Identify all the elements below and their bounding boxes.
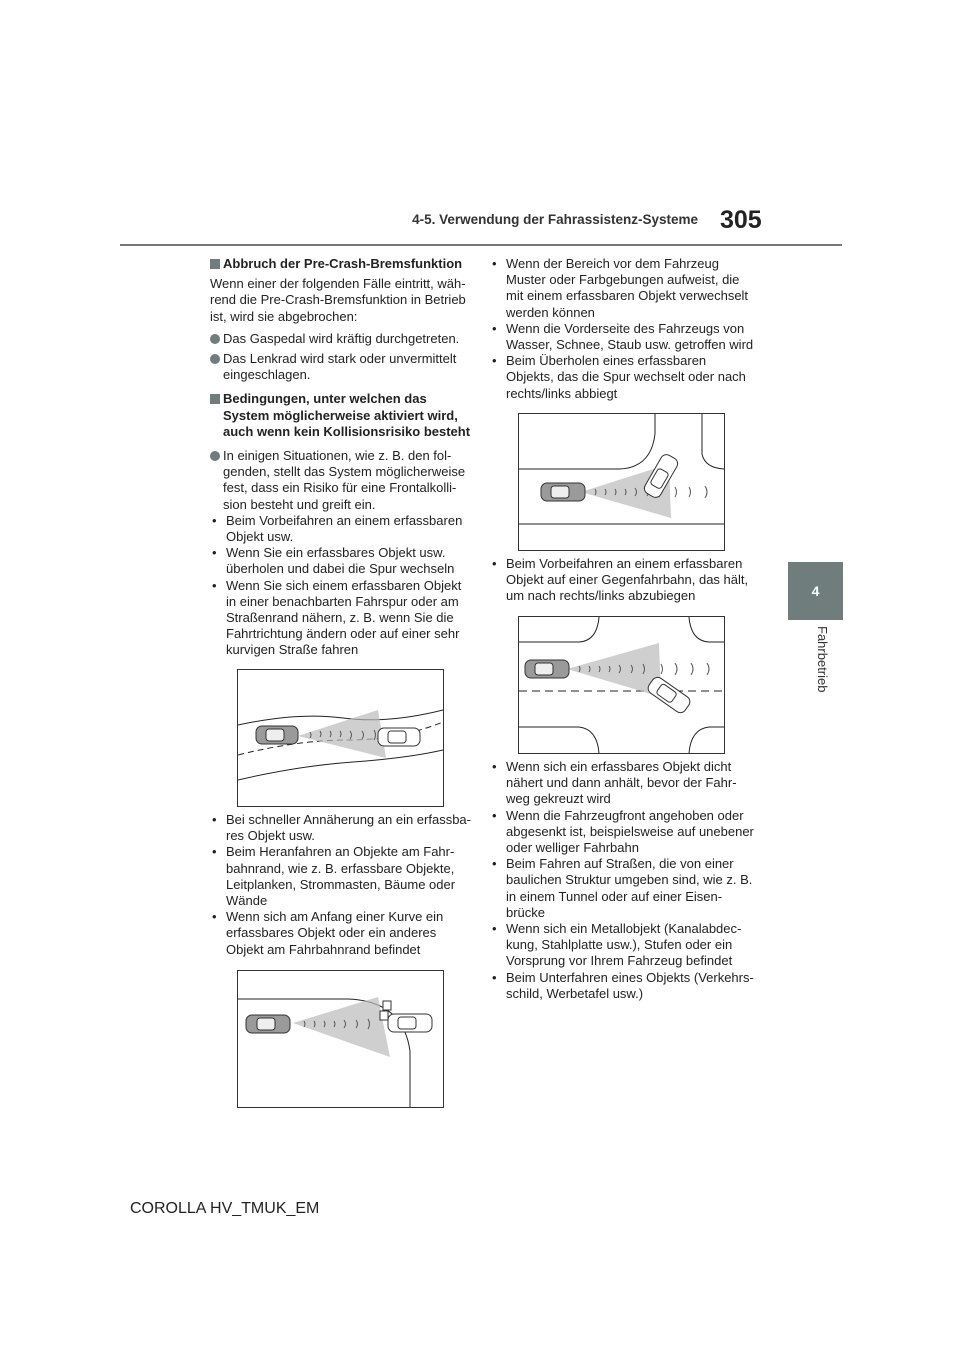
right-column — [490, 256, 755, 402]
figure-curve-start — [237, 970, 444, 1108]
figure-curved-road — [237, 669, 444, 807]
figure-turning-object — [518, 413, 725, 551]
bullet-list-left-1 — [210, 513, 472, 659]
condition-situationen: In einigen Situationen, wie z. B. den fol-genden, stellt das System möglicherweise fest, dass ein Risiko für eine Frontalkolli-sion besteht und greift ein. — [210, 448, 472, 513]
right-column-2 — [490, 556, 755, 605]
bullet-list-left-2 — [210, 812, 472, 958]
list-item: • Wenn die Vorderseite des Fahrzeugs von Wasser, Schnee, Staub usw. getroffen wird — [490, 321, 755, 353]
footer-model: COROLLA HV_TMUK_EM — [130, 1200, 320, 1217]
list-item: • Wenn der Bereich vor dem Fahrzeug Muster oder Farbgebungen aufweist, die mit einem erfassbaren Objekt verwechselt werden können — [490, 256, 755, 321]
page-number: 305 — [720, 206, 762, 234]
header-divider — [120, 244, 842, 246]
chapter-tab[interactable] — [788, 562, 843, 620]
list-item: • Wenn sich am Anfang einer Kurve ein erfassbares Objekt oder ein anderes Objekt am Fahrbahnrand befindet — [210, 909, 472, 958]
chapter-number: 4 — [811, 583, 820, 599]
list-item: • Wenn sich ein Metallobjekt (Kanalabdec-kung, Stahlplatte usw.), Stufen oder ein Vorsprung vor Ihrem Fahrzeug befindet — [490, 921, 755, 970]
paragraph-abbruch: Wenn einer der folgenden Fälle eintritt, wäh-rend die Pre-Crash-Bremsfunktion in Betrieb ist, wird sie abgebrochen: — [210, 276, 466, 324]
condition-lenkrad: Das Lenkrad wird stark oder unvermittelt eingeschlagen. — [210, 351, 472, 383]
list-item: • Beim Überholen eines erfassbaren Objekts, das die Spur wechselt oder nach rechts/links abbiegt — [490, 353, 755, 402]
left-column-2 — [210, 812, 472, 958]
list-item: • Beim Fahren auf Straßen, die von einer baulichen Struktur umgeben sind, wie z. B. in einem Tunnel oder auf einer Eisen-brücke — [490, 856, 755, 921]
figure-oncoming-turn — [518, 616, 725, 754]
bullet-list-right-3 — [490, 759, 755, 1002]
list-item: • Beim Vorbeifahren an einem erfassbaren Objekt usw. — [210, 513, 472, 545]
bullet-list-right-2 — [490, 556, 755, 605]
list-item: • Wenn die Fahrzeugfront angehoben oder abgesenkt ist, beispielsweise auf unebener oder welliger Fahrbahn — [490, 808, 755, 857]
list-item: • Beim Vorbeifahren an einem erfassbaren Objekt auf einer Gegenfahrbahn, das hält, um nach rechts/links abzubiegen — [490, 556, 755, 605]
bullet-list-right-1 — [490, 256, 755, 402]
left-column — [210, 256, 472, 659]
list-item: • Wenn Sie sich einem erfassbaren Objekt in einer benachbarten Fahrspur oder am Straßenrand nähern, z. B. wenn Sie die Fahrtrichtung ändern oder auf einer sehr kurvigen Straße fahren — [210, 578, 472, 659]
list-item: • Wenn Sie ein erfassbares Objekt usw. überholen und dabei die Spur wechseln — [210, 545, 472, 577]
list-item: • Beim Heranfahren an Objekte am Fahr-bahnrand, wie z. B. erfassbare Objekte, Leitplanken, Strommasten, Bäume oder Wände — [210, 844, 472, 909]
condition-gaspedal: Das Gaspedal wird kräftig durchgetreten. — [210, 331, 472, 347]
heading-bedingungen: Bedingungen, unter welchen das System möglicherweise aktiviert wird, auch wenn kein Kollisionsrisiko besteht — [210, 391, 472, 440]
chapter-label-box — [788, 620, 843, 746]
list-item: • Bei schneller Annäherung an ein erfassba-res Objekt usw. — [210, 812, 472, 844]
right-column-3 — [490, 759, 755, 1002]
list-item: • Wenn sich ein erfassbares Objekt dicht nähert und dann anhält, bevor der Fahr-weg gekreuzt wird — [490, 759, 755, 808]
section-title: 4-5. Verwendung der Fahrassistenz-Systeme — [412, 212, 698, 227]
heading-abbruch: Abbruch der Pre-Crash-Bremsfunktion — [210, 256, 472, 272]
chapter-label: Fahrbetrieb — [815, 626, 830, 693]
list-item: • Beim Unterfahren eines Objekts (Verkehrs-schild, Werbetafel usw.) — [490, 970, 755, 1002]
